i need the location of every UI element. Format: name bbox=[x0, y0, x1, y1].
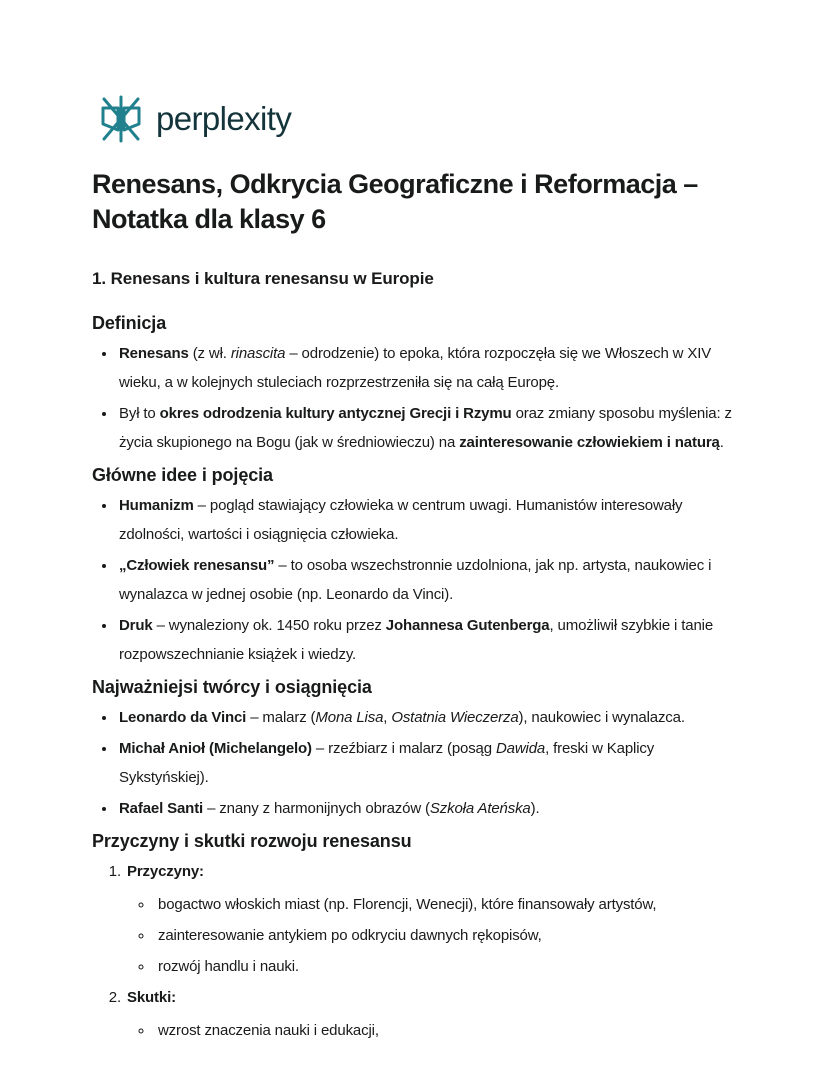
brand-header bbox=[92, 95, 736, 143]
text-segment: Leonardo da Vinci bbox=[119, 709, 247, 726]
text-segment: zainteresowanie człowiekiem i naturą bbox=[459, 434, 720, 451]
text-segment: Rafael Santi bbox=[119, 800, 204, 817]
text-segment: oraz zmiany sposobu myślenia: z życia skupionego na Bogu (jak w średniowieczu) na bbox=[119, 405, 732, 451]
text-segment: Renesans bbox=[119, 345, 189, 362]
text-segment: „Człowiek renesansu” bbox=[119, 557, 275, 574]
text-segment: okres odrodzenia kultury antycznej Grecji i Rzymu bbox=[159, 405, 512, 422]
list-item bbox=[117, 703, 736, 732]
text-segment: rinascita bbox=[230, 345, 286, 362]
text-segment: Mona Lisa bbox=[315, 709, 384, 726]
text-segment: , umożliwił szybkie i tanie rozpowszechnianie książek i wiedzy. bbox=[119, 617, 714, 663]
sub-list-item: ◦ rozwój handlu i nauki. bbox=[154, 952, 736, 981]
text-segment: Druk bbox=[119, 617, 153, 634]
numbered-item bbox=[125, 857, 736, 981]
list-item bbox=[117, 794, 736, 823]
text-segment: – malarz ( bbox=[246, 709, 316, 726]
page-title: Renesans, Odkrycia Geograficzne i Reformacja – Notatka dla klasy 6 bbox=[92, 169, 698, 234]
item-label: Przyczyny: bbox=[127, 863, 204, 880]
text-segment: – to osoba wszechstronnie uzdolniona, jak np. artysta, naukowiec i wynalazca w jednej osobie (np. Leonardo da Vinci). bbox=[119, 557, 712, 603]
text-segment: Humanizm bbox=[119, 497, 194, 514]
list-item bbox=[117, 491, 736, 549]
text-segment: – odrodzenie) to epoka, która rozpoczęła się we Włoszech w XIV wieku, a w kolejnych stuleciach rozprzestrzeniła się na całą Europę. bbox=[119, 345, 712, 391]
list-item bbox=[117, 734, 736, 792]
sub-list-item: ◦ wzrost znaczenia nauki i edukacji, bbox=[154, 1016, 736, 1045]
sub-list-item: ◦ bogactwo włoskich miast (np. Florencji, Wenecji), które finansowały artystów, bbox=[154, 890, 736, 919]
bullet-list bbox=[92, 703, 736, 823]
perplexity-logo-icon bbox=[97, 95, 145, 143]
subsection-heading: Przyczyny i skutki rozwoju renesansu bbox=[92, 831, 412, 851]
list-item bbox=[117, 551, 736, 609]
sub-bullet-list bbox=[127, 890, 736, 981]
document-body bbox=[92, 267, 736, 1045]
list-item bbox=[117, 611, 736, 669]
section-heading: 1. Renesans i kultura renesansu w Europie bbox=[92, 269, 434, 288]
sub-list-item: ◦ zainteresowanie antykiem po odkryciu dawnych rękopisów, bbox=[154, 921, 736, 950]
bullet-list bbox=[92, 491, 736, 669]
list-item bbox=[117, 339, 736, 397]
text-segment: , bbox=[383, 709, 392, 726]
list-item bbox=[117, 399, 736, 457]
numbered-list bbox=[92, 857, 736, 1045]
perplexity-wordmark: perplexity bbox=[156, 100, 292, 137]
subsection-heading: Definicja bbox=[92, 313, 167, 333]
text-segment: ), naukowiec i wynalazca. bbox=[518, 709, 685, 726]
numbered-item bbox=[125, 983, 736, 1045]
text-segment: Szkoła Ateńska bbox=[429, 800, 531, 817]
subsection-heading: Główne idee i pojęcia bbox=[92, 465, 273, 485]
bullet-list bbox=[92, 339, 736, 457]
subsection-heading: Najważniejsi twórcy i osiągnięcia bbox=[92, 677, 372, 697]
text-segment: – znany z harmonijnych obrazów ( bbox=[203, 800, 430, 817]
item-label: Skutki: bbox=[127, 989, 176, 1006]
text-segment: (z wł. bbox=[188, 345, 231, 362]
text-segment: Był to bbox=[119, 405, 160, 422]
text-segment: Johannesa Gutenberga bbox=[385, 617, 550, 634]
text-segment: Michał Anioł (Michelangelo) bbox=[119, 740, 312, 757]
text-segment: – pogląd stawiający człowieka w centrum uwagi. Humanistów interesowały zdolności, wartości i osiągnięcia człowieka. bbox=[119, 497, 683, 543]
text-segment: Ostatnia Wieczerza bbox=[391, 709, 519, 726]
text-segment: , freski w Kaplicy Sykstyńskiej). bbox=[119, 740, 655, 786]
text-segment: – rzeźbiarz i malarz (posąg bbox=[311, 740, 496, 757]
text-segment: . bbox=[719, 434, 724, 451]
text-segment: Dawida bbox=[495, 740, 546, 757]
sub-bullet-list bbox=[127, 1016, 736, 1045]
text-segment: ). bbox=[530, 800, 540, 817]
text-segment: – wynaleziony ok. 1450 roku przez bbox=[152, 617, 386, 634]
